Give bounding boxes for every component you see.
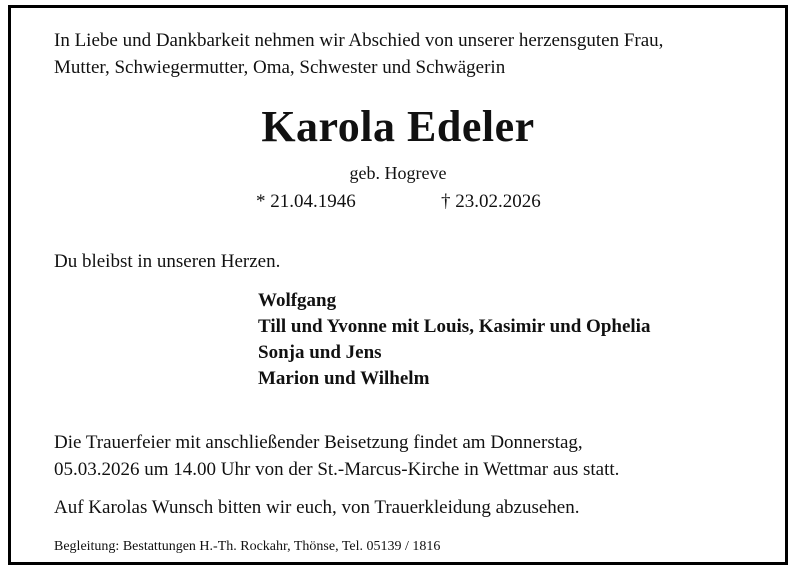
birth-date: * 21.04.1946 [256,191,356,212]
funeral-info-line-1: Die Trauerfeier mit anschließender Beisetzung findet am Donnerstag, [54,432,583,453]
deceased-name: Karola Edeler [261,102,535,151]
undertaker-info: Begleitung: Bestattungen H.-Th. Rockahr, Thönse, Tel. 05139 / 1816 [54,539,441,554]
intro-line-1: In Liebe und Dankbarkeit nehmen wir Abschied von unserer herzensguten Frau, [54,30,664,51]
intro-line-2: Mutter, Schwiegermutter, Oma, Schwester und Schwägerin [54,57,506,78]
death-date: † 23.02.2026 [441,191,541,212]
mourner-line: Wolfgang [258,290,337,311]
birth-name: geb. Hogreve [349,163,447,183]
mourner-line: Till und Yvonne mit Louis, Kasimir und Ophelia [258,316,651,337]
obituary-notice [8,5,788,565]
funeral-info-line-2: 05.03.2026 um 14.00 Uhr von der St.-Marcus-Kirche in Wettmar aus statt. [54,459,620,480]
dress-wish-text: Auf Karolas Wunsch bitten wir euch, von Trauerkleidung abzusehen. [54,497,580,518]
mourner-line: Marion und Wilhelm [258,368,430,389]
mourner-line: Sonja und Jens [258,342,382,363]
motto-text: Du bleibst in unseren Herzen. [54,251,281,272]
